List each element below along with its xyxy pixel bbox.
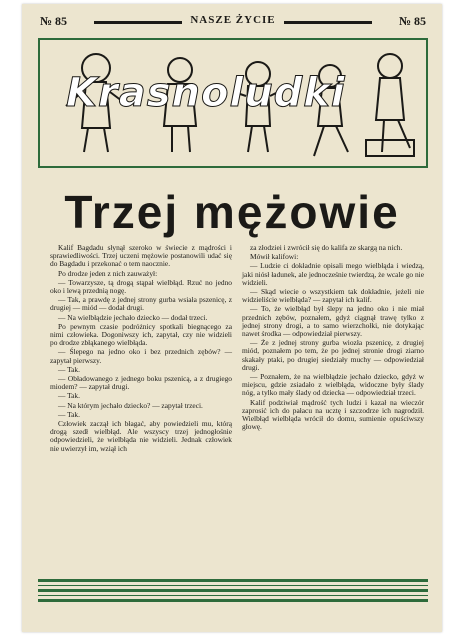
- paragraph: — Tak, a prawdę z jednej strony gurba wsiała pszenicę, z drugiej — miód — dodał drugi.: [50, 295, 232, 313]
- paragraph: Po pewnym czasie podróżnicy spotkali biegnącego za nimi człowieka. Dogoniwszy ich, zapytał, czy nie widzieli po drodze zbłąkanego wielbłąda.: [50, 321, 232, 348]
- footer-decoration: [38, 579, 428, 605]
- header-rule-right: [284, 21, 372, 24]
- article-body: [50, 244, 424, 574]
- paragraph: Po drodze jeden z nich zauważył:: [58, 268, 158, 278]
- article-column-left: [50, 244, 232, 454]
- paragraph: — To, że wielbłąd był ślepy na jedno oko i nie miał przednich zębów, poznałem, gdyż ciągnął trawę tylko z jednej strony drogi, a to samo wierzchołki, nie dotykając nawet środka — odpowiedział pierwszy.: [242, 304, 424, 339]
- paragraph: — Tak.: [58, 409, 80, 419]
- krasnoludki-logo: Krasnoludki: [66, 70, 346, 116]
- paragraph: — Skąd wiecie o wszystkiem tak dokładnie, jeżeli nie widzieliście wielbłąda? — zapytał ich kalif.: [242, 287, 424, 305]
- section-banner: [38, 38, 428, 168]
- newspaper-title: NASZE ŻYCIE: [190, 14, 276, 26]
- paragraph: Kalif podziwiał mądrość tych ludzi i kazał na wieczór zaprosić ich do pałacu na ucztę i szczodrze ich nagrodził. Wielbłąd wielbłąda wrócił do domu, sumienie opuściwszy głowę.: [242, 397, 424, 432]
- article-column-right: [242, 244, 424, 432]
- paragraph: — Obładowanego z jednego boku pszenicą, a z drugiego miodem? — zapytał drugi.: [50, 374, 232, 392]
- paragraph: Mówił kalifowi:: [250, 252, 299, 262]
- paragraph: — Na wielbłądzie jechało dziecko — dodał trzeci.: [58, 312, 208, 322]
- footer-rule: [38, 579, 428, 582]
- paragraph: — Tak.: [58, 364, 80, 374]
- newspaper-page: [22, 4, 442, 632]
- page-header: [36, 12, 430, 30]
- paragraph: — Ludzie ci dokładnie opisali mego wielbłąda i wiedzą, jaki niósł ładunek, ale jednocześnie twierdzą, że wcale go nie widzieli.: [242, 261, 424, 287]
- paragraph: Człowiek zaczął ich błagać, aby powiedzieli mu, którą drogą szedł wielbłąd. Ale wszyscy trzej jednogłośnie odpowiedzieli, że wielbłąda nie widzieli. Jednak człowiek nie uwierzył im, wziął ich: [50, 419, 232, 453]
- footer-rule: [38, 585, 428, 586]
- footer-rule: [38, 599, 428, 602]
- footer-rule: [38, 595, 428, 596]
- issue-number-right: № 85: [398, 14, 426, 28]
- footer-rule: [38, 589, 428, 592]
- issue-number-left: № 85: [40, 14, 68, 28]
- gnome-illustration-right: [356, 48, 422, 160]
- paragraph: — Poznałem, że na wielbłądzie jechało dziecko, gdyż w miejscu, gdzie zsiadało z wielbłąda, widoczne były ślady nóg, a tylko mały ślady od dziecka — odpowiedział trzeci.: [242, 372, 424, 398]
- paragraph: — Ślepego na jedno oko i bez przednich zębów? — zapytał pierwszy.: [50, 347, 232, 365]
- paragraph: — Że z jednej strony gurba wiozła pszenicę, z drugiej miód, poznałem po tem, że po jednej stronie drogi ziarno skakały ptaki, po drugiej siedziały muchy — odpowiedział drugi.: [242, 338, 424, 372]
- paragraph: Kalif Bagdadu słynął szeroko w świecie z mądrości i sprawiedliwości. Trzej uczeni mężowie postanowili udać się do Bagdadu i przekonać o tem naocznie.: [50, 243, 232, 269]
- paragraph: — Towarzysze, tą drogą stąpał wielbłąd. Rzuć no jedno oko i lewą przednią nogę.: [50, 277, 232, 296]
- paragraph: za złodziei i zwrócił się do kalifa ze skargą na nich.: [250, 243, 403, 252]
- article-title: Trzej mężowie: [64, 186, 400, 238]
- paragraph: — Tak.: [58, 391, 80, 401]
- paragraph: — Na którym jechało dziecko? — zapytał trzeci.: [58, 400, 203, 410]
